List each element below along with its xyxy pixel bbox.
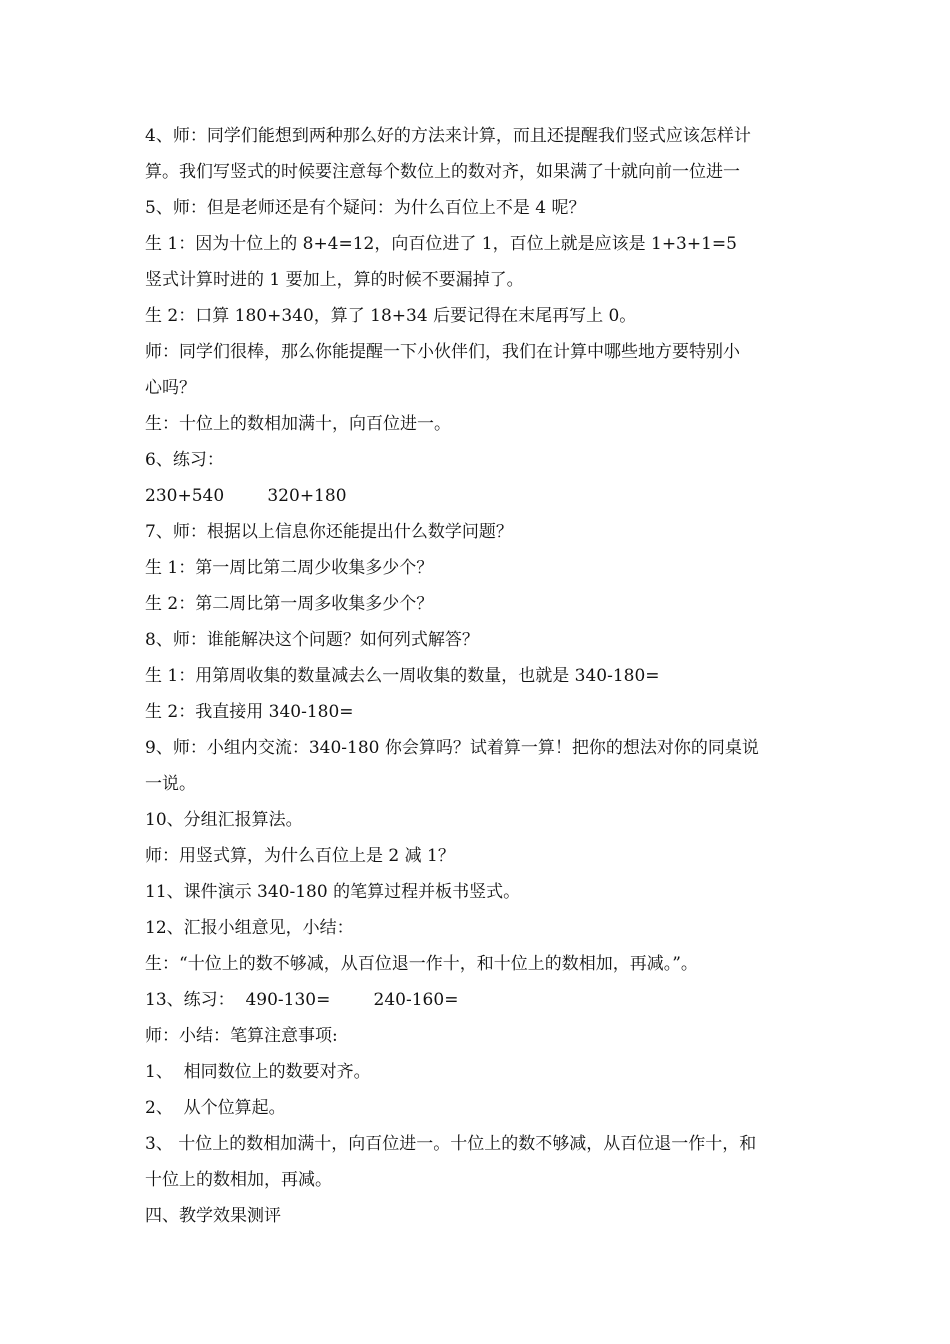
paragraph-line: 生 1：第一周比第二周少收集多少个？ <box>145 558 434 578</box>
paragraph-line: 一说。 <box>145 774 196 794</box>
exercise-line: 13、练习： 490-130= 240-160= <box>145 990 459 1010</box>
paragraph-line: 4、师：同学们能想到两种那么好的方法来计算，而且还提醒我们竖式应该怎样计 <box>145 126 751 146</box>
paragraph-line: 师：用竖式算，为什么百位上是 2 减 1？ <box>145 846 455 866</box>
exercise-line: 230+540 320+180 <box>145 486 347 506</box>
paragraph-line: 5、师：但是老师还是有个疑问：为什么百位上不是 4 呢？ <box>145 198 586 218</box>
paragraph-line: 师：同学们很棒，那么你能提醒一下小伙伴们，我们在计算中哪些地方要特别小 <box>145 342 740 362</box>
paragraph-line: 生 1：因为十位上的 8+4=12，向百位进了 1，百位上就是应该是 1+3+1=5 <box>145 234 737 254</box>
paragraph-line: 生：“十位上的数不够减，从百位退一作十，和十位上的数相加，再减。”。 <box>145 954 698 974</box>
list-item: 2、 从个位算起。 <box>145 1098 286 1118</box>
list-item: 3、 十位上的数相加满十，向百位进一。十位上的数不够减，从百位退一作十，和 <box>145 1134 757 1154</box>
paragraph-line: 心吗？ <box>145 378 196 398</box>
paragraph-line: 12、汇报小组意见，小结： <box>145 918 354 938</box>
paragraph-line: 生 2：口算 180+340，算了 18+34 后要记得在末尾再写上 0。 <box>145 306 637 326</box>
paragraph-line: 生 2：第二周比第一周多收集多少个？ <box>145 594 434 614</box>
paragraph-line: 生：十位上的数相加满十，向百位进一。 <box>145 414 451 434</box>
paragraph-line: 7、师：根据以上信息你还能提出什么数学问题？ <box>145 522 513 542</box>
paragraph-line: 6、练习： <box>145 450 224 470</box>
paragraph-line: 算。我们写竖式的时候要注意每个数位上的数对齐，如果满了十就向前一位进一 <box>145 162 740 182</box>
paragraph-line: 生 2：我直接用 340-180= <box>145 702 354 722</box>
paragraph-line: 11、课件演示 340-180 的笔算过程并板书竖式。 <box>145 882 521 902</box>
paragraph-line: 9、师：小组内交流：340-180 你会算吗？试着算一算！把你的想法对你的同桌说 <box>145 738 759 758</box>
section-heading: 四、教学效果测评 <box>145 1206 281 1226</box>
paragraph-line: 8、师：谁能解决这个问题？如何列式解答？ <box>145 630 479 650</box>
paragraph-line: 竖式计算时进的 1 要加上，算的时候不要漏掉了。 <box>145 270 524 290</box>
paragraph-line: 10、分组汇报算法。 <box>145 810 303 830</box>
paragraph-line: 师：小结：笔算注意事项: <box>145 1026 338 1046</box>
list-item: 1、 相同数位上的数要对齐。 <box>145 1062 371 1082</box>
document-body <box>145 118 815 1234</box>
paragraph-line: 十位上的数相加，再减。 <box>145 1170 332 1190</box>
paragraph-line: 生 1：用第周收集的数量减去么一周收集的数量，也就是 340-180= <box>145 666 660 686</box>
